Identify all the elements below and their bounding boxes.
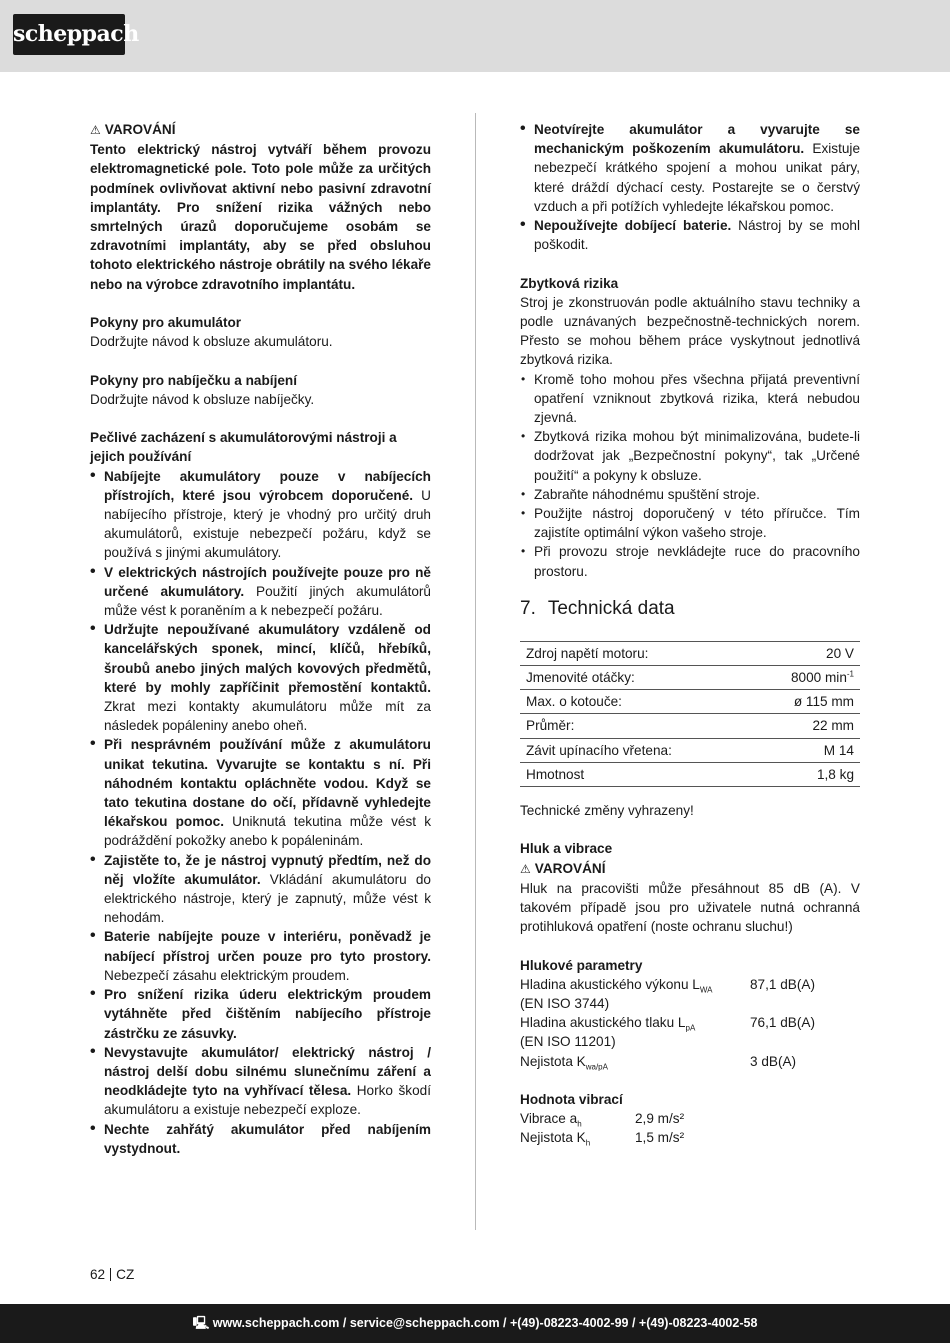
noise-param-row: Hladina akustického tlaku $L_{pA}$ 76,1 dB(A): [520, 1015, 815, 1033]
contact-line: www.scheppach.com / service@scheppach.com / +(49)-08223-4002-99 / +(49)-08223-4002-58: [212, 1316, 758, 1330]
noise-param-row: Nejistota $K_{wa/pA}$ 3 dB(A): [520, 1053, 797, 1072]
care-list: [90, 467, 431, 1158]
vibration-heading: Hodnota vibrací: [520, 1092, 623, 1108]
list-item: • Nabíjejte akumulátory pouze v nabíjecích přístrojích, které jsou výrobcem doporučené. U nabíjecího přístroje, který je vhodný pro určitý druh akumulátorů, existuje nebezpečí požáru, když se používá s jinými akumulátory.: [90, 467, 431, 563]
list-item: • V elektrických nástrojích používejte pouze pro ně určené akumulátory. Použití jiných akumulátorů může vést k poraněním a k nebezpečí požáru.: [90, 563, 431, 621]
warning-heading: ⚠ VAROVÁNÍ: [90, 120, 431, 140]
section-title: 7. Technická data: [520, 597, 675, 619]
list-item: • Udržujte nepoužívané akumulátory vzdáleně od kancelářských sponek, mincí, klíčů, hřebíků, šroubů anebo jiných malých kovových předmětů, které by mohly zapříčinit přemostění kontaktů. Zkrat mezi kontakty akumulátoru může mít za následek popáleniny anebo oheň.: [90, 620, 431, 735]
footer-band: [0, 1304, 950, 1343]
noise-warning-heading: ⚠ VAROVÁNÍ: [520, 859, 860, 879]
list-item: • Zabraňte náhodnému spuštění stroje.: [520, 485, 860, 504]
noise-text: Hluk na pracovišti může přesáhnout 85 dB (A). V takovém případě jsou pro uživatele nutná ochranná protihluková opatření (noste ochranu sluchu!): [520, 880, 860, 935]
page-number: 62 CZ: [90, 1267, 135, 1282]
list-item: • Zajistěte to, že je nástroj vypnutý předtím, než do něj vložíte akumulátor. Vkládání akumulátoru do elektrického nástroje, který je zapnutý, může vést k nehodám.: [90, 851, 431, 928]
table-row: Zdroj napětí motoru: 20 V: [520, 641, 860, 665]
list-item: • Při provozu stroje nevkládejte ruce do pracovního prostoru.: [520, 542, 860, 580]
computer-icon: 🖳: [192, 1316, 213, 1330]
list-item: • Nechte zahřátý akumulátor před nabíjením vystydnout.: [90, 1120, 431, 1158]
table-row: Průměr: 22 mm: [520, 714, 860, 738]
warning-text: Tento elektrický nástroj vytváří během provozu elektromagnetické pole. Toto pole může za určitých podmínek ovlivňovat aktivní nebo pasivní zdravotní implantáty. Pro snížení rizika vážných nebo smrtelných úrazů doporučujeme osobám se zdravotními implantáty, aby se před obsluhou tohoto elektrického nástroje obrátily na svého lékaře nebo na výrobce zdravotního implantátu.: [90, 142, 431, 292]
table-row: Max. o kotouče: ø 115 mm: [520, 690, 860, 714]
residual-risks-heading: Zbytková rizika: [520, 275, 619, 291]
vibration-row: Nejistota $K_h$ 1,5 m/s²: [520, 1130, 685, 1149]
warning-triangle-icon: ⚠: [520, 861, 531, 876]
charger-heading: Pokyny pro nabíječku a nabíjení: [90, 372, 297, 388]
noise-param-row: Hladina akustického výkonu $L_{WA}$ 87,1 dB(A): [520, 976, 815, 995]
tech-data-table: [520, 641, 860, 787]
noise-params-heading: Hlukové parametry: [520, 957, 643, 973]
tech-note: Technické změny vyhrazeny!: [520, 803, 694, 819]
battery-heading: Pokyny pro akumulátor: [90, 315, 242, 331]
header-band: [0, 0, 950, 72]
list-item: • Kromě toho mohou přes všechna přijatá preventivní opatření vzniknout zbytková rizika, která nebudou zjevná.: [520, 370, 860, 428]
right-column: [520, 120, 860, 1148]
list-item: • Nevystavujte akumulátor/ elektrický nástroj / nástroj delší dobu silnému slunečnímu záření a neodkládejte tyto na vyhřívací tělesa. Horko škodí akumulátoru a existuje nebezpečí exploze.: [90, 1043, 431, 1120]
list-item: • Neotvírejte akumulátor a vyvarujte se mechanickým poškozením akumulátoru. Existuje nebezpečí krátkého spojení a mohou unikat páry, které dráždí dýchací cesty. Postarejte se o čerstvý vzduch a při potížích vyhledejte lékařskou pomoc.: [520, 120, 860, 216]
noise-param-note: (EN ISO 3744): [520, 996, 610, 1012]
residual-risks-text: Stroj je zkonstruován podle aktuálního stavu techniky a podle uznávaných bezpečnostně-technických norem. Přesto se mohou během práce vyskytnout jednotlivá zbytková rizika.: [520, 294, 860, 368]
noise-param-note: (EN ISO 11201): [520, 1034, 616, 1050]
table-row: Jmenovité otáčky: 8000 $\min^{-1}$: [520, 666, 860, 690]
list-item: • Při nesprávném používání může z akumulátoru unikat tekutina. Vyvarujte se kontaktu s ní. Při náhodném kontaktu opláchněte vodou. Když se tato tekutina dostane do očí, přídavně vyhledejte lékařskou pomoc. Uniknutá tekutina může vést k podráždění pokožky anebo k popáleninám.: [90, 735, 431, 850]
table-row: Závit upínacího vřetena: M 14: [520, 738, 860, 762]
column-divider: [475, 113, 476, 1230]
list-item: • Baterie nabíjejte pouze v interiéru, poněvadž je nabíjecí přístroj určen pouze pro tyto prostory. Nebezpečí zásahu elektrickým proudem.: [90, 927, 431, 985]
noise-heading: Hluk a vibrace: [520, 841, 613, 857]
table-row: Hmotnost 1,8 kg: [520, 762, 860, 786]
list-item: • Použijte nástroj doporučený v této příručce. Tím zajistíte optimální výkon vašeho stroje.: [520, 504, 860, 542]
battery-text: Dodržujte návod k obsluze akumulátoru.: [90, 334, 333, 350]
scheppach-logo: scheppach: [13, 14, 125, 55]
list-item: • Pro snížení rizika úderu elektrickým proudem vytáhněte před čištěním nabíjecího přístroje zástrčku ze zásuvky.: [90, 985, 431, 1043]
vibration-row: Vibrace $a_h$ 2,9 m/s²: [520, 1111, 685, 1129]
residual-risks-list: [520, 370, 860, 581]
battery-safety-list: [520, 120, 860, 254]
care-heading: Pečlivé zacházení s akumulátorovými nástroji a jejich používání: [90, 430, 397, 465]
list-item: • Nepoužívejte dobíjecí baterie. Nástroj by se mohl poškodit.: [520, 216, 860, 254]
list-item: • Zbytková rizika mohou být minimalizována, budete-li dodržovat jak „Bezpečnostní pokyny“, tak „Určené použití“ a pokyny k obsluze.: [520, 427, 860, 485]
left-column: [90, 120, 431, 1158]
warning-triangle-icon: ⚠: [90, 123, 101, 137]
charger-text: Dodržujte návod k obsluze nabíječky.: [90, 391, 315, 407]
